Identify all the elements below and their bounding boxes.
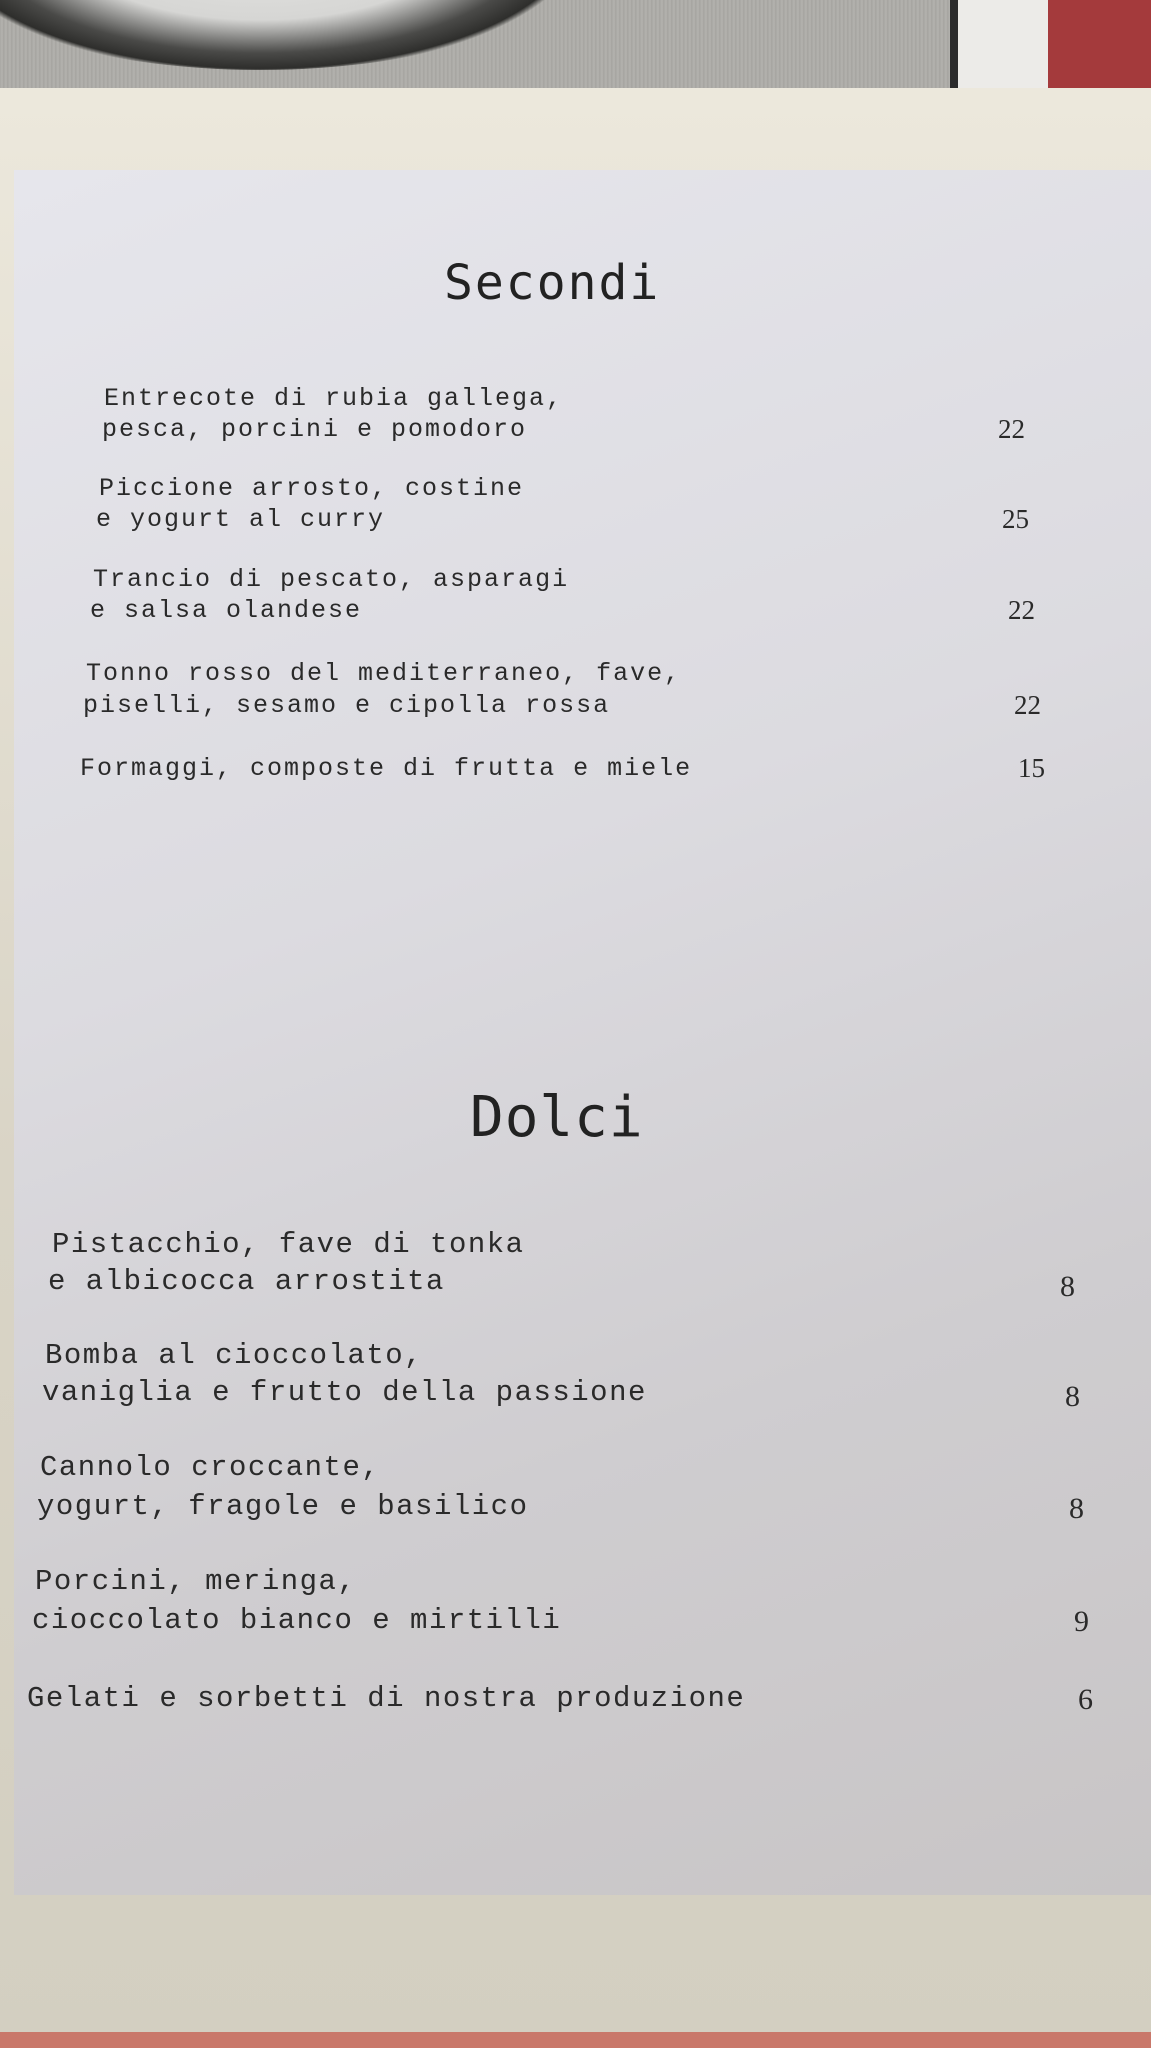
- holder-edge: [950, 0, 958, 92]
- item-name-line1: Entrecote di rubia gallega,: [104, 384, 564, 413]
- item-name-line2: piselli, sesamo e cipolla rossa: [83, 691, 611, 720]
- item-name-line2: e yogurt al curry: [96, 505, 386, 534]
- red-napkin: [1048, 0, 1151, 92]
- item-name-line2: e salsa olandese: [90, 596, 363, 625]
- tablecloth-bottom: [0, 2032, 1151, 2048]
- item-price: 25: [1002, 504, 1029, 534]
- item-price: 8: [1060, 1270, 1075, 1303]
- item-name-line1: Cannolo croccante,: [40, 1451, 381, 1484]
- item-name-line1: Formaggi, composte di frutta e miele: [80, 754, 693, 783]
- item-price: 9: [1074, 1605, 1089, 1638]
- section-title-dolci: Dolci: [470, 1085, 644, 1150]
- card-edge: [958, 0, 1048, 92]
- item-name-line2: yogurt, fragole e basilico: [37, 1490, 529, 1523]
- item-name-line1: Tonno rosso del mediterraneo, fave,: [86, 659, 682, 688]
- item-price: 6: [1078, 1683, 1093, 1716]
- item-price: 22: [1014, 690, 1041, 720]
- item-name-line2: cioccolato bianco e mirtilli: [32, 1604, 562, 1637]
- item-name-line1: Trancio di pescato, asparagi: [93, 565, 570, 594]
- item-name-line2: pesca, porcini e pomodoro: [102, 415, 528, 444]
- item-name-line1: Pistacchio, fave di tonka: [52, 1228, 525, 1261]
- item-price: 8: [1065, 1380, 1080, 1413]
- item-name-line1: Piccione arrosto, costine: [99, 474, 525, 503]
- item-name-line1: Porcini, meringa,: [35, 1565, 357, 1598]
- item-name-line1: Gelati e sorbetti di nostra produzione: [27, 1682, 746, 1715]
- item-price: 15: [1018, 753, 1045, 783]
- item-name-line2: e albicocca arrostita: [48, 1265, 445, 1298]
- section-title-secondi: Secondi: [444, 255, 661, 311]
- item-name-line1: Bomba al cioccolato,: [45, 1339, 424, 1372]
- item-name-line2: vaniglia e frutto della passione: [42, 1376, 647, 1409]
- item-price: 8: [1069, 1492, 1084, 1525]
- item-price: 22: [1008, 595, 1035, 625]
- item-price: 22: [998, 414, 1025, 444]
